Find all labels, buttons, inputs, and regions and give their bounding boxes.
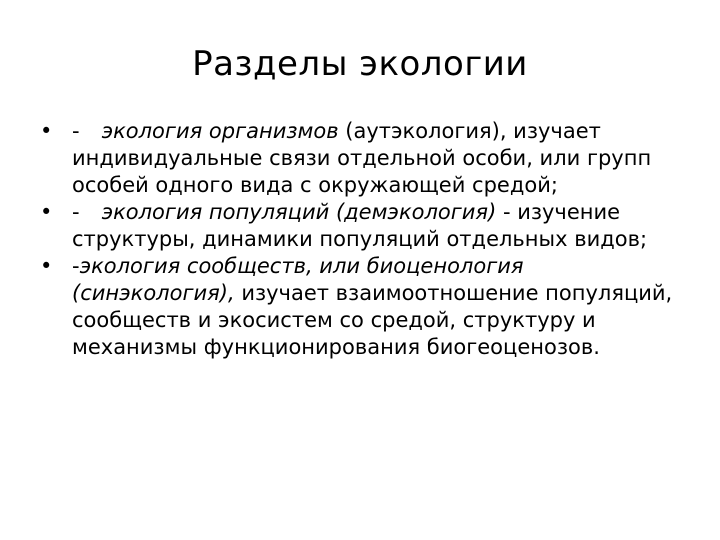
bullet-text: (аутэкология), изучает индивидуальные связи отдельной особи, или групп особей одного вида с окружающей средой; xyxy=(72,119,652,197)
bullet-icon: • xyxy=(40,200,53,224)
bullet-dash: - xyxy=(72,119,80,143)
bullet-item-synecology xyxy=(40,253,680,361)
bullet-term: экология организмов xyxy=(101,119,339,143)
bullet-icon: • xyxy=(40,119,53,143)
bullet-text: - изучение структуры, динамики популяций отдельных видов; xyxy=(72,200,648,251)
bullet-text: изучает взаимоотношение популяций, сообществ и экосистем со средой, структуру и механизмы функционирования биогеоценозов. xyxy=(72,281,673,359)
bullet-icon: • xyxy=(40,254,53,278)
bullet-item-autecology xyxy=(40,118,680,199)
bullet-term: экология сообществ, или биоценология (синэкология), xyxy=(72,254,524,305)
slide-title: Разделы экологии xyxy=(192,44,528,84)
bullet-list xyxy=(40,118,680,361)
bullet-dash: - xyxy=(72,254,80,278)
bullet-dash: - xyxy=(72,200,80,224)
bullet-term: экология популяций (демэкология) xyxy=(101,200,497,224)
bullet-item-demecology xyxy=(40,199,680,253)
